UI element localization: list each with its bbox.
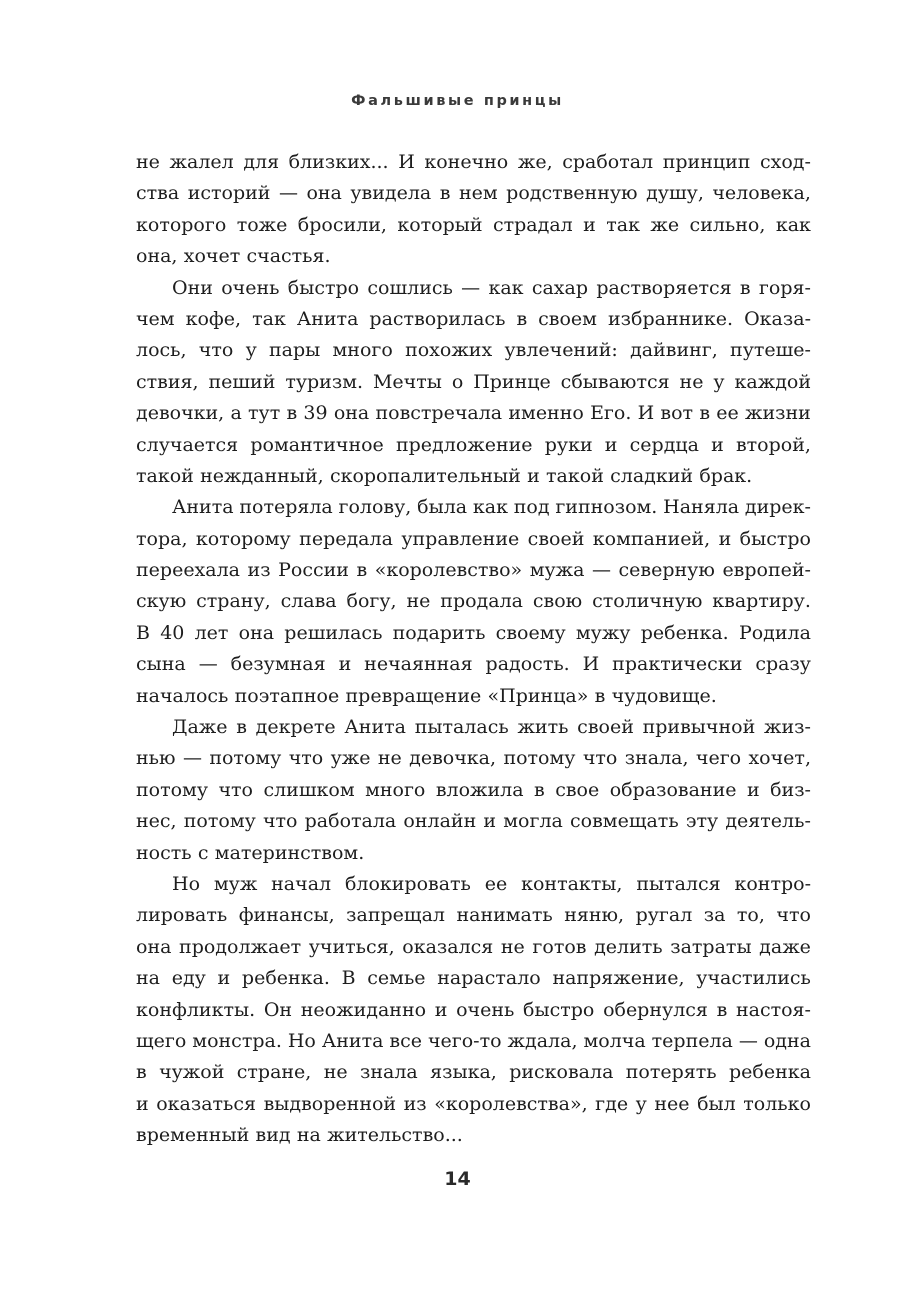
text-line: она, хочет счастья.	[136, 245, 331, 268]
text-line: на еду и ребенка. В семье нарастало напряжение, участились	[136, 967, 811, 990]
text-line: ность с материнством.	[136, 841, 365, 864]
running-head: Фальшивые принцы	[351, 93, 564, 109]
page-number: 14	[444, 1168, 471, 1190]
body-text	[136, 147, 811, 1152]
text-line: скую страну, слава богу, не продала свою столичную квартиру.	[136, 590, 811, 613]
text-line: ства историй — она увидела в нем родственную душу, человека,	[136, 182, 811, 205]
paragraph	[136, 273, 811, 493]
text-line: потому что слишком много вложила в свое образование и биз-	[136, 778, 811, 801]
text-line: Даже в декрете Анита пыталась жить своей привычной жиз-	[172, 716, 811, 739]
text-line: она продолжает учиться, оказался не готов делить затраты даже	[136, 935, 811, 958]
text-line: Но муж начал блокировать ее контакты, пытался контро-	[172, 872, 811, 895]
text-line: переехала из России в «королевство» мужа — северную европей-	[136, 559, 811, 582]
text-line: и оказаться выдворенной из «королевства», где у нее был только	[136, 1092, 811, 1115]
text-line: не жалел для близких... И конечно же, сработал принцип сход-	[136, 151, 811, 173]
text-line: лировать финансы, запрещал нанимать няню, ругал за то, что	[136, 904, 811, 927]
text-line: щего монстра. Но Анита все чего-то ждала, молча терпела — одна	[136, 1029, 811, 1052]
text-line: нес, потому что работала онлайн и могла совмещать эту деятель-	[136, 810, 811, 833]
text-line: Они очень быстро сошлись — как сахар растворяется в горя-	[172, 276, 811, 299]
text-line: девочки, а тут в 39 она повстречала именно Его. И вот в ее жизни	[136, 402, 811, 425]
paragraph	[136, 147, 811, 273]
text-line: началось поэтапное превращение «Принца» в чудовище.	[136, 684, 717, 707]
text-line: лось, что у пары много похожих увлечений: дайвинг, путеше-	[136, 339, 811, 362]
paragraph	[136, 869, 811, 1152]
text-line: которого тоже бросили, который страдал и так же сильно, как	[136, 213, 811, 236]
text-line: случается романтичное предложение руки и сердца и второй,	[136, 433, 811, 456]
text-line: временный вид на жительство...	[136, 1124, 463, 1147]
paragraph	[136, 492, 811, 712]
text-line: такой нежданный, скоропалительный и такой сладкий брак.	[136, 464, 753, 487]
text-line: Анита потеряла голову, была как под гипнозом. Наняла дирек-	[172, 496, 811, 519]
text-line: ствия, пеший туризм. Мечты о Принце сбываются не у каждой	[136, 370, 811, 393]
text-line: нью — потому что уже не девочка, потому что знала, чего хочет,	[136, 747, 811, 770]
text-line: В 40 лет она решилась подарить своему мужу ребенка. Родила	[136, 621, 811, 644]
text-line: в чужой стране, не знала языка, рисковала потерять ребенка	[136, 1061, 811, 1084]
text-line: тора, которому передала управление своей компанией, и быстро	[136, 527, 811, 550]
paragraph	[136, 712, 811, 869]
text-line: конфликты. Он неожиданно и очень быстро обернулся в настоя-	[136, 998, 811, 1021]
text-line: чем кофе, так Анита растворилась в своем избраннике. Оказа-	[136, 307, 811, 330]
text-line: сына — безумная и нечаянная радость. И практически сразу	[136, 653, 811, 676]
